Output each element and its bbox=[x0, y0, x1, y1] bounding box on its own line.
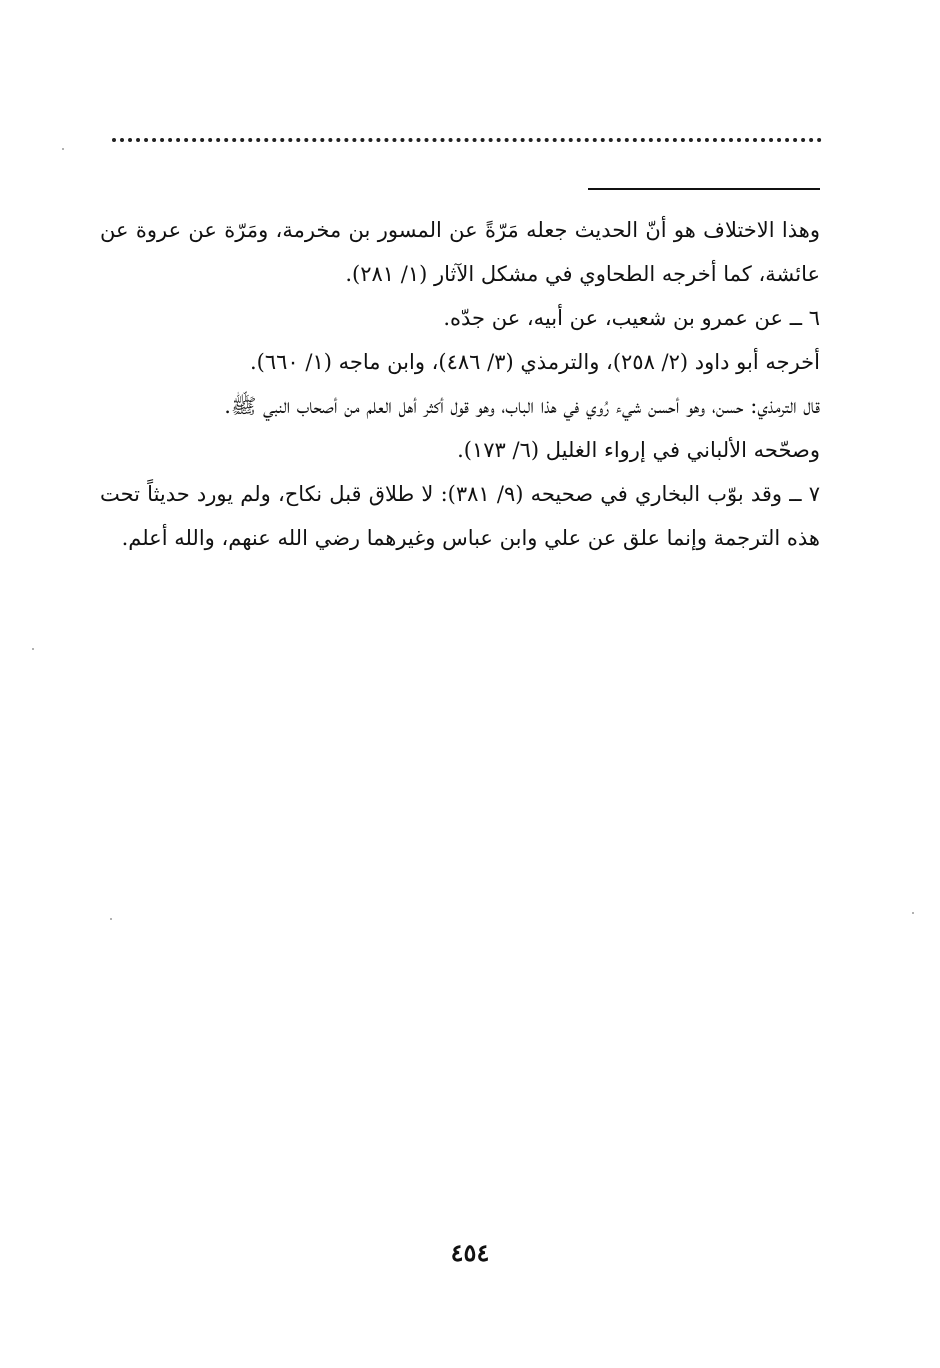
dotted-separator bbox=[112, 138, 822, 142]
paragraph-item-7: ٧ ــ وقد بوّب البخاري في صحيحه (٩/ ٣٨١): لا طلاق قبل نكاح، ولم يورد حديثاً تحت هذه الترجمة وإنما علق عن علي وابن عباس وغيرهما رضي الله عنهم، والله أعلم. bbox=[100, 482, 820, 550]
paragraph-disagreement: وهذا الاختلاف هو أنّ الحديث جعله مَرّةً عن المسور بن مخرمة، ومَرّة عن عروة عن عائشة، كما أخرجه الطحاوي في مشكل الآثار (١/ ٢٨١). bbox=[100, 218, 820, 286]
page-body bbox=[100, 208, 820, 560]
paragraph-tirmidhi: قال الترمذي: حسن، وهو أحسن شيء رُوي في هذا الباب، وهو قول أكثر أهل العلم من أصحاب النبي ﷺ. bbox=[224, 394, 820, 418]
page-number: ٤٥٤ bbox=[450, 1238, 490, 1267]
paragraph-albani: وصحّحه الألباني في إرواء الغليل (٦/ ١٧٣). bbox=[457, 438, 820, 462]
scan-speck bbox=[62, 148, 64, 150]
scan-speck bbox=[110, 918, 112, 920]
scan-speck bbox=[912, 912, 914, 914]
paragraph-abu-dawud: أخرجه أبو داود (٢/ ٢٥٨)، والترمذي (٣/ ٤٨٦)، وابن ماجه (١/ ٦٦٠). bbox=[249, 350, 820, 374]
footnote-rule bbox=[588, 188, 820, 190]
paragraph-item-6: ٦ ــ عن عمرو بن شعيب، عن أبيه، عن جدّه. bbox=[443, 306, 820, 330]
scan-speck bbox=[32, 648, 34, 650]
